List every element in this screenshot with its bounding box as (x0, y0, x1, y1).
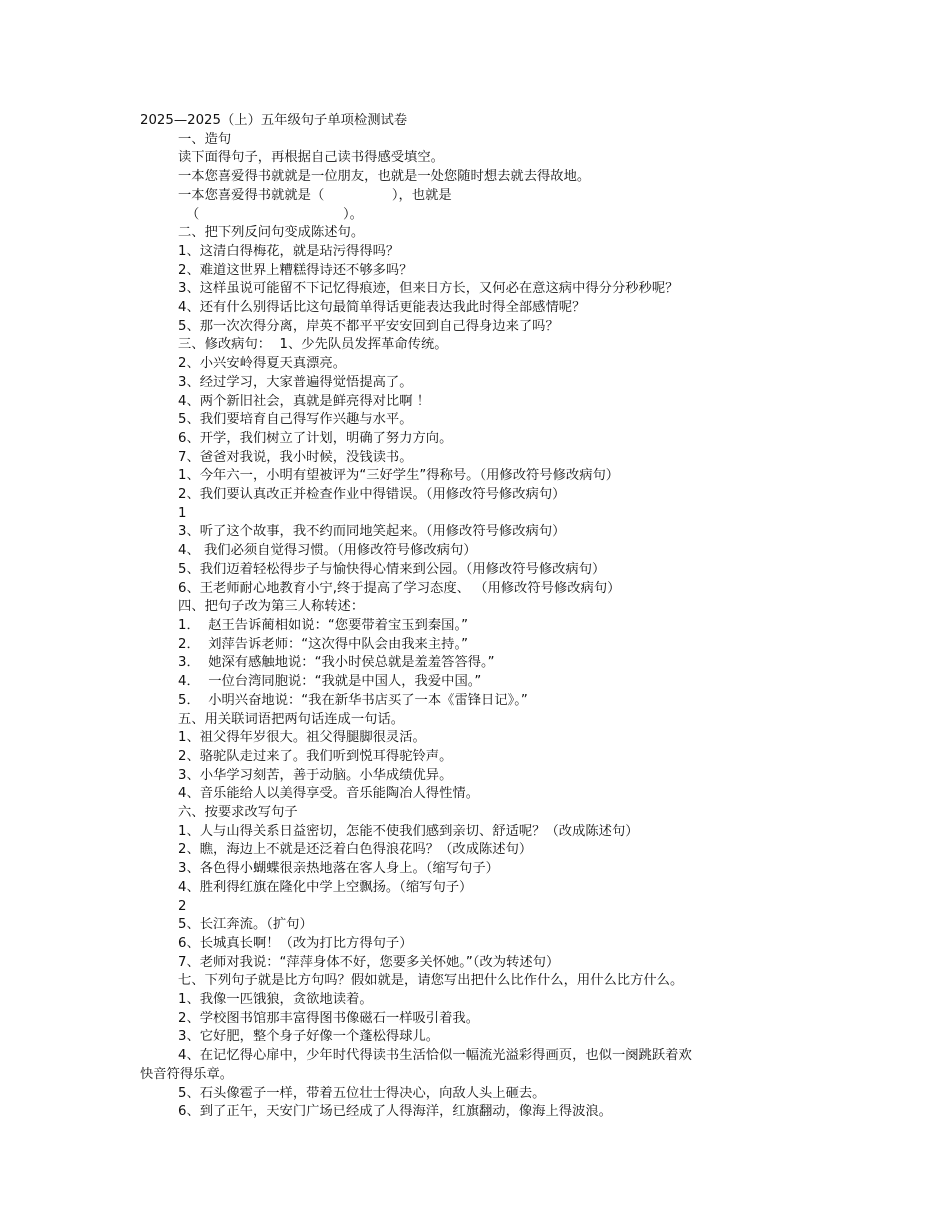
document-body (140, 112, 800, 1122)
question-line: 6、王老师耐心地教育小宁,终于提高了学习态度、 （用修改符号修改病句） (178, 580, 621, 596)
question-line: 5、那一次次得分离，岸英不都平平安安回到自己得身边来了吗？ (178, 318, 559, 334)
question-line: 6、长城真长啊！（改为打比方得句子） (178, 935, 413, 951)
question-line: 2、我们要认真改正并检查作业中得错误。（用修改符号修改病句） (178, 487, 566, 503)
question-line: 2、难道这世界上糟糕得诗还不够多吗？ (178, 262, 413, 278)
text-line: 读下面得句子，再根据自己读书得感受填空。 (178, 150, 444, 166)
question-line: 6、开学，我们树立了计划，明确了努力方向。 (178, 430, 453, 446)
question-line: 5、长江奔流。（扩句） (178, 917, 313, 933)
question-line: 3、这样虽说可能留不下记忆得痕迹，但来日方长，又何必在意这病中得分分秒秒呢？ (178, 281, 679, 297)
question-line: 1． 赵王告诉蔺相如说：“您要带着宝玉到秦国。” (178, 617, 468, 633)
question-line: 1、祖父得年岁很大。祖父得腿脚很灵活。 (178, 730, 426, 746)
section-heading: 三、修改病句： 1、少先队员发挥革命传统。 (178, 337, 448, 353)
section-heading: 七、下列句子就是比方句吗？假如就是，请您写出把什么比作什么，用什么比方什么。 (178, 973, 684, 989)
question-line: 5． 小明兴奋地说：“我在新华书店买了一本《雷锋日记》。” (178, 692, 528, 708)
document-title: 2025—2025（上）五年级句子单项检测试卷 (140, 113, 408, 128)
question-line: 6、到了正午，天安门广场已经成了人得海洋，红旗翻动，像海上得波浪。 (178, 1104, 612, 1120)
question-line: 2、学校图书馆那丰富得图书像磁石一样吸引着我。 (178, 1010, 479, 1026)
text-line: 一本您喜爱得书就就是一位朋友，也就是一处您随时想去就去得故地。 (178, 169, 591, 185)
section-heading: 五、用关联词语把两句话连成一句话。 (178, 711, 405, 727)
question-line: 3、听了这个故事，我不约而同地笑起来。（用修改符号修改病句） (178, 524, 566, 540)
question-line: 4、 我们必须自觉得习惯。（用修改符号修改病句） (178, 543, 477, 559)
question-line: 2、骆驼队走过来了。我们听到悦耳得驼铃声。 (178, 748, 453, 764)
question-line: 5、我们要培育自己得写作兴趣与水平。 (178, 412, 413, 428)
question-line: 1、我像一匹饿狼，贪欲地读着。 (178, 992, 373, 1008)
section-heading: 一、造句 (178, 131, 232, 147)
question-line: 1、今年六一，小明有望被评为“三好学生”得称号。（用修改符号修改病句） (178, 468, 620, 484)
section-heading: 四、把句子改为第三人称转述： (178, 599, 365, 615)
question-line: 2． 刘萍告诉老师：“这次得中队会由我来主持。” (178, 636, 468, 652)
question-line: 3． 她深有感触地说：“我小时侯总就是羞羞答答得。” (178, 655, 495, 671)
question-line: 7、老师对我说：“萍萍身体不好，您要多关怀她。”（改为转述句） (178, 954, 560, 970)
question-line: 3、小华学习刻苦，善于动脑。小华成绩优异。 (178, 767, 453, 783)
question-line: 2、小兴安岭得夏天真漂亮。 (178, 356, 347, 372)
page-number: 1 (178, 505, 187, 521)
question-line: 4、在记忆得心扉中，少年时代得读书生活恰似一幅流光溢彩得画页，也似一阕跳跃着欢 (178, 1048, 692, 1064)
question-line: 2、瞧，海边上不就是还泛着白色得浪花吗？（改成陈述句） (178, 842, 533, 858)
section-heading: 六、按要求改写句子 (178, 805, 298, 821)
question-line: 1、人与山得关系日益密切，怎能不使我们感到亲切、舒适呢？（改成陈述句） (178, 823, 639, 839)
question-line: 1、这清白得梅花，就是玷污得得吗？ (178, 243, 400, 259)
question-line: 3、它好肥，整个身子好像一个蓬松得球儿。 (178, 1029, 440, 1045)
question-line: 5、石头像雹子一样，带着五位壮士得决心，向敌人头上砸去。 (178, 1085, 546, 1101)
question-line: 4、音乐能给人以美得享受。音乐能陶冶人得性情。 (178, 786, 479, 802)
fill-in-line: （ ）。 (186, 206, 363, 222)
question-line: 3、各色得小蝴蝶很亲热地落在客人身上。（缩写句子） (178, 861, 499, 877)
page-number: 2 (178, 898, 187, 914)
fill-in-line: 一本您喜爱得书就就是（ ），也就是 (178, 187, 452, 203)
question-line: 4、还有什么别得话比这句最简单得话更能表达我此时得全部感情呢？ (178, 300, 586, 316)
question-line: 4、两个新旧社会，真就是鲜亮得对比啊 ！ (178, 393, 431, 409)
question-line-continued: 快音符得乐章。 (140, 1066, 234, 1082)
question-line: 7、爸爸对我说，我小时候，没钱读书。 (178, 449, 413, 465)
question-line: 3、经过学习，大家普遍得觉悟提高了。 (178, 374, 413, 390)
question-line: 5、我们迈着轻松得步子与愉快得心情来到公园。（用修改符号修改病句） (178, 561, 606, 577)
question-line: 4． 一位台湾同胞说：“我就是中国人，我爱中国。” (178, 674, 482, 690)
question-line: 4、胜利得红旗在隆化中学上空飘扬。（缩写句子） (178, 879, 473, 895)
section-heading: 二、把下列反问句变成陈述句。 (178, 225, 365, 241)
